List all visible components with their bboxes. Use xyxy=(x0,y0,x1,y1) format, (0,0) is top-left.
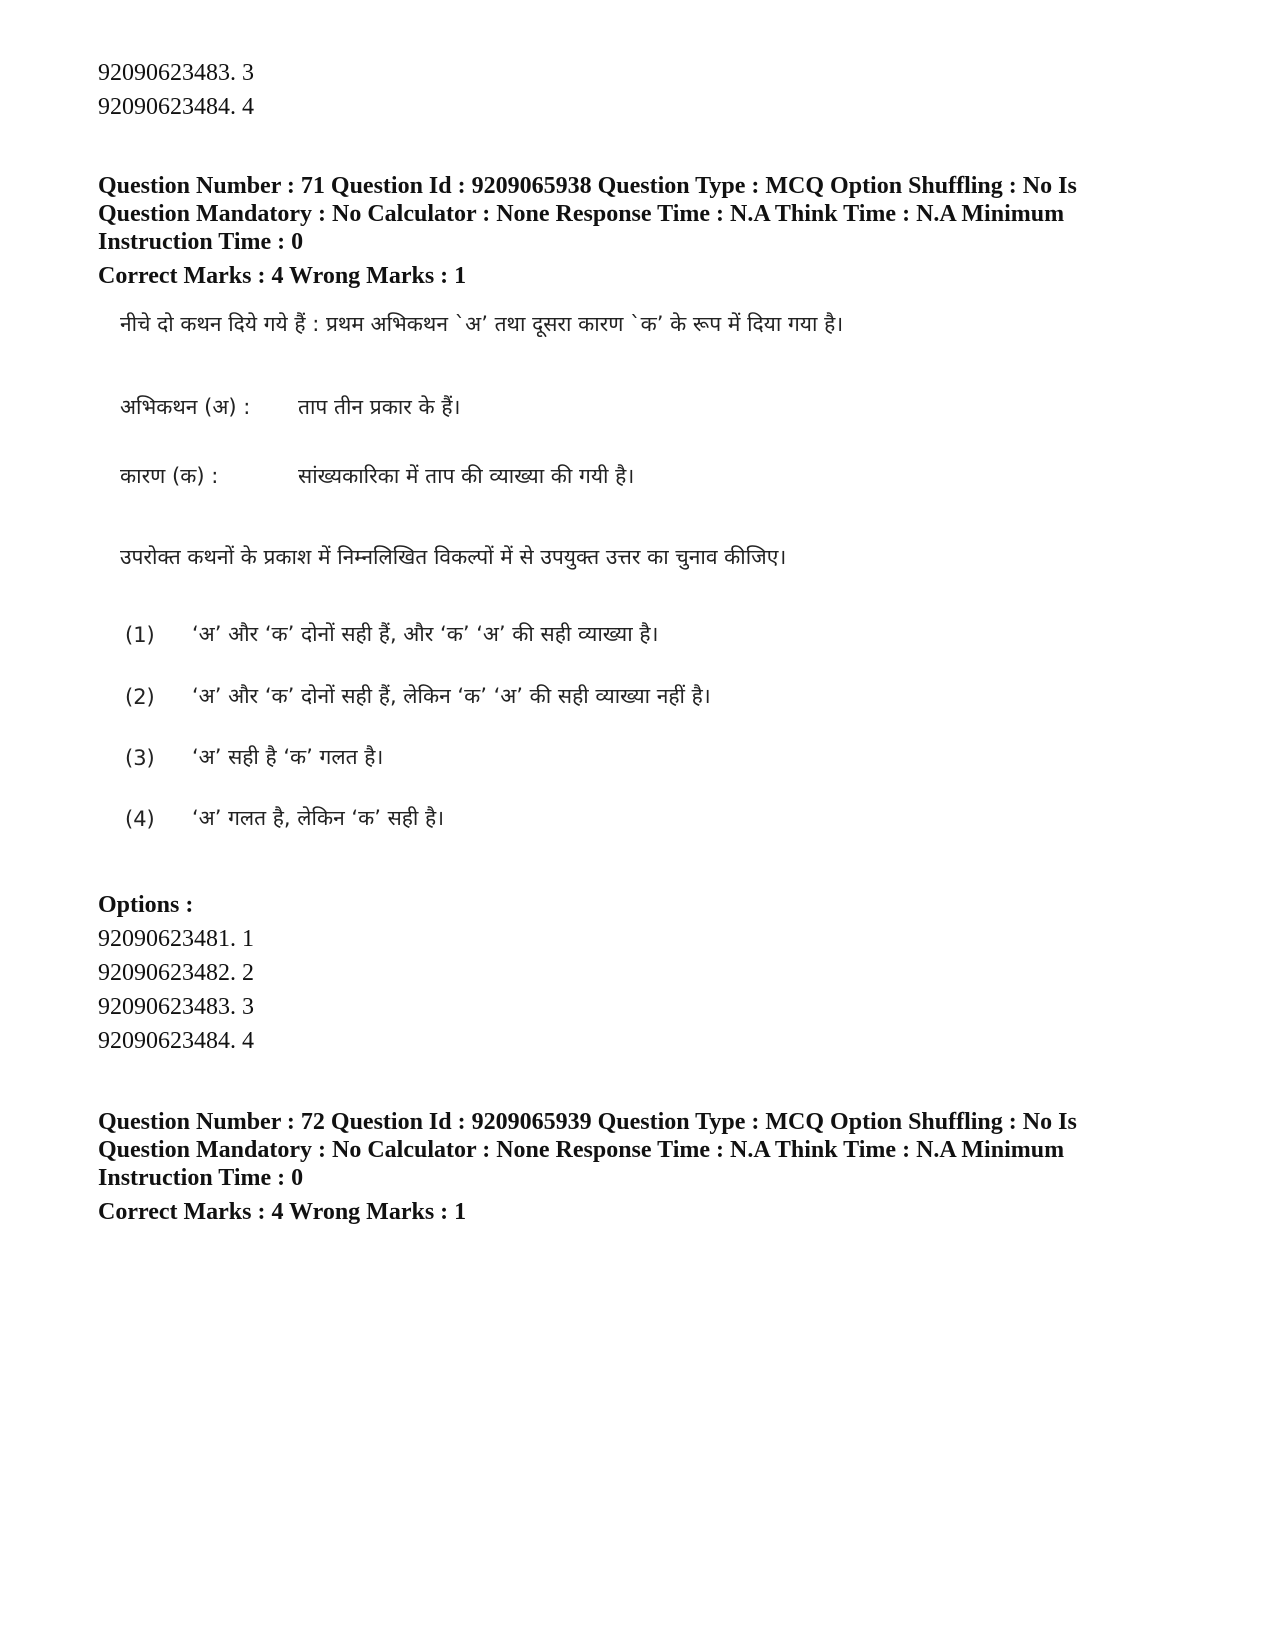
question-72-header xyxy=(98,1108,1077,1226)
choice-text: ‘अ’ और ‘क’ दोनों सही हैं, और ‘क’ ‘अ’ की सही व्याख्या है। xyxy=(192,622,659,646)
question-instruction: उपरोक्त कथनों के प्रकाश में निम्नलिखित विकल्पों में से उपयुक्त उत्तर का चुनाव कीजिए। xyxy=(120,545,787,569)
question-71-options xyxy=(98,888,254,1058)
choice-text: ‘अ’ गलत है, लेकिन ‘क’ सही है। xyxy=(192,806,445,830)
choice-number: (4) xyxy=(125,807,155,831)
option-item: 92090623482. 2 xyxy=(98,960,254,986)
question-meta-line: Question Mandatory : No Calculator : None Response Time : N.A Think Time : N.A Minimum xyxy=(98,1137,1065,1163)
option-item: 92090623484. 4 xyxy=(98,1028,254,1054)
option-item: 92090623483. 3 xyxy=(98,60,254,86)
option-item: 92090623483. 3 xyxy=(98,994,254,1020)
question-meta-line: Question Mandatory : No Calculator : None Response Time : N.A Think Time : N.A Minimum xyxy=(98,201,1065,227)
choice-number: (1) xyxy=(125,623,155,647)
top-options-list xyxy=(98,56,254,124)
option-item: 92090623484. 4 xyxy=(98,94,254,120)
options-title: Options : xyxy=(98,892,194,918)
question-meta-line: Question Number : 72 Question Id : 9209065939 Question Type : MCQ Option Shuffling : No Is xyxy=(98,1109,1077,1135)
question-71-header xyxy=(98,172,1077,290)
assertion-text: ताप तीन प्रकार के हैं। xyxy=(298,395,461,419)
choice-text: ‘अ’ सही है ‘क’ गलत है। xyxy=(192,745,384,769)
question-marks: Correct Marks : 4 Wrong Marks : 1 xyxy=(98,263,467,289)
question-meta-line: Question Number : 71 Question Id : 9209065938 Question Type : MCQ Option Shuffling : No Is xyxy=(98,173,1077,199)
choice-text: ‘अ’ और ‘क’ दोनों सही हैं, लेकिन ‘क’ ‘अ’ की सही व्याख्या नहीं है। xyxy=(192,684,711,708)
option-item: 92090623481. 1 xyxy=(98,926,254,952)
reason-text: सांख्यकारिका में ताप की व्याख्या की गयी है। xyxy=(298,464,635,488)
question-intro: नीचे दो कथन दिये गये हैं : प्रथम अभिकथन `अ’ तथा दूसरा कारण `क’ के रूप में दिया गया है। xyxy=(120,312,844,336)
question-marks: Correct Marks : 4 Wrong Marks : 1 xyxy=(98,1199,467,1225)
question-meta-line: Instruction Time : 0 xyxy=(98,229,304,255)
assertion-label: अभिकथन (अ) : xyxy=(120,395,251,419)
question-71-body xyxy=(98,300,938,860)
question-meta-line: Instruction Time : 0 xyxy=(98,1165,304,1191)
choice-number: (2) xyxy=(125,685,155,709)
reason-label: कारण (क) : xyxy=(120,464,219,488)
choice-number: (3) xyxy=(125,746,155,770)
